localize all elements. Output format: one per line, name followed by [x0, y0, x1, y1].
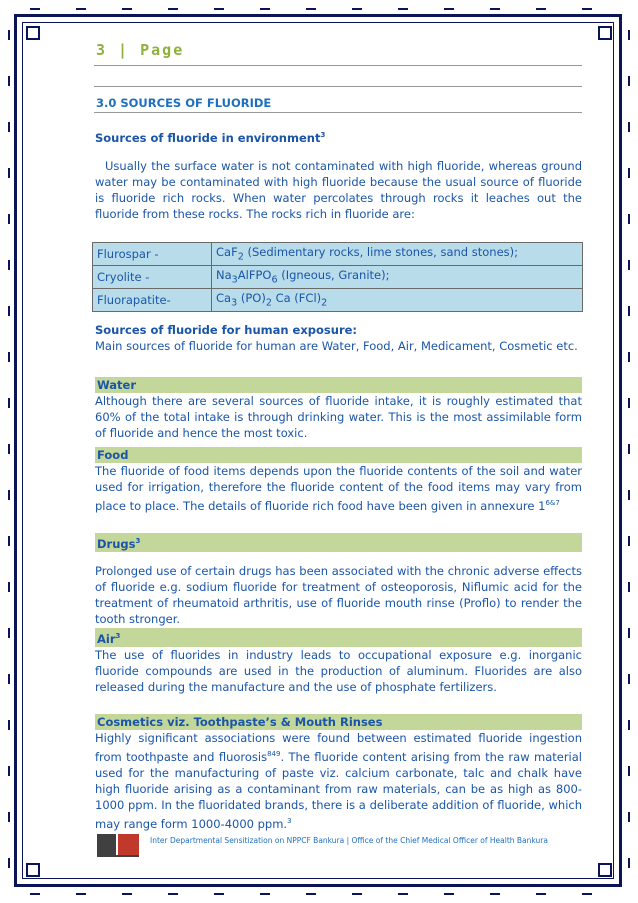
cosmetics-ref-b: 3: [287, 816, 292, 825]
section-title: 3.0 SOURCES OF FLUORIDE: [96, 96, 272, 110]
environment-section: [95, 127, 582, 222]
food-paragraph: The fluoride of food items depends upon the fluoride contents of the soil and water used for irrigation, therefore the fluoride content of the food items may vary from place to place. The details of fluoride rich food have been given in annexure $1^{6\&7}$: [95, 464, 582, 513]
food-heading: Food: [95, 447, 582, 463]
air-section: [95, 628, 582, 695]
rock-formula: $Ca_3$ $(PO)_2$ Ca $(FCl)_2$: [212, 289, 583, 312]
water-section: [95, 377, 582, 441]
cosmetics-heading: Cosmetics viz. Toothpaste’s & Mouth Rinses: [95, 714, 582, 730]
frame-corner-bottom-right: [598, 863, 612, 877]
frame-dashes-left: [8, 30, 10, 873]
rock-formula: CaF$_2$ (Sedimentary rocks, lime stones, sand stones);: [212, 243, 583, 266]
drugs-ref: 3: [135, 537, 141, 545]
section-top-rule: [94, 86, 582, 87]
air-heading: Air$^3$: [95, 628, 582, 647]
frame-corner-top-right: [598, 26, 612, 40]
food-refs: 6&7: [545, 499, 560, 507]
rocks-table: [92, 242, 583, 312]
environment-heading-ref: 3: [320, 131, 326, 139]
rock-name: Flurospar -: [93, 243, 212, 266]
drugs-paragraph: Prolonged use of certain drugs has been associated with the chronic adverse effects of fluoride e.g. sodium fluoride for treatment of osteoporosis, Niflumic acid for the treatment of rheumatoid arthritis, use of fluoride mouth rinse (Proflo) to render the tooth stronger.: [95, 563, 582, 626]
footer-logo-red-square: [118, 834, 139, 855]
page-number-label: 3 | Page: [96, 41, 185, 59]
rock-formula: $Na_3AlFPO_6$ (Igneous, Granite);: [212, 266, 583, 289]
cosmetics-ref-a: 849: [267, 750, 281, 758]
cosmetics-paragraph: Highly significant associations were found between estimated fluoride ingestion from toothpaste and fluorosis$^{849}$. The fluoride content arising from the raw material used for the manufacturing of paste viz. calcium carbonate, talc and chalk have high fluoride arising as a contaminant from raw materials, can be as high as 800-1000 ppm. In the fluoridated brands, there is a deliberate addition of fluoride, which may range form 1000-4000 ppm.$^3$: [95, 731, 582, 831]
section-bottom-rule: [94, 112, 582, 113]
air-paragraph: The use of fluorides in industry leads to occupational exposure e.g. inorganic fluoride compounds are used in the production of aluminum. Fluorides are also released during the manufacture and the use of phosphate fertilizers.: [95, 647, 582, 694]
air-ref: 3: [115, 632, 121, 640]
frame-corner-top-left: [26, 26, 40, 40]
human-exposure-section: [95, 322, 582, 354]
cosmetics-section: [95, 714, 582, 832]
rock-name: Cryolite -: [93, 266, 212, 289]
footer-logo-underline: [97, 855, 139, 857]
drugs-section: [95, 533, 582, 627]
footer-text: Inter Departmental Sensitization on NPPCF Bankura | Office of the Chief Medical Officer of Health Bankura: [150, 836, 548, 845]
header-rule: [94, 65, 582, 66]
frame-dashes-top: [30, 8, 608, 10]
frame-corner-bottom-left: [26, 863, 40, 877]
water-heading: Water: [95, 377, 582, 393]
environment-heading: Sources of fluoride in environment$^3$: [95, 130, 326, 145]
human-exposure-paragraph: Main sources of fluoride for human are Water, Food, Air, Medicament, Cosmetic etc.: [95, 339, 578, 353]
table-row: [93, 289, 583, 312]
table-row: [93, 266, 583, 289]
environment-paragraph: Usually the surface water is not contaminated with high fluoride, whereas ground water may be contaminated with high fluoride because the usual source of fluoride is fluoride rich rocks. When water percolates through rocks it leaches out the fluoride from these rocks. The rocks rich in fluoride are:: [95, 158, 582, 221]
drugs-heading: Drugs$^3$: [95, 533, 582, 552]
food-section: [95, 447, 582, 514]
frame-dashes-right: [628, 30, 630, 873]
water-paragraph: Although there are several sources of fluoride intake, it is roughly estimated that 60% of the total intake is through drinking water. This is the most assimilable form of fluoride and hence the most toxic.: [95, 394, 582, 440]
frame-dashes-bottom: [30, 893, 608, 895]
footer-logo-dark-square: [97, 834, 116, 855]
human-exposure-heading: Sources of fluoride for human exposure:: [95, 323, 358, 337]
rock-name: Fluorapatite-: [93, 289, 212, 312]
table-row: [93, 243, 583, 266]
